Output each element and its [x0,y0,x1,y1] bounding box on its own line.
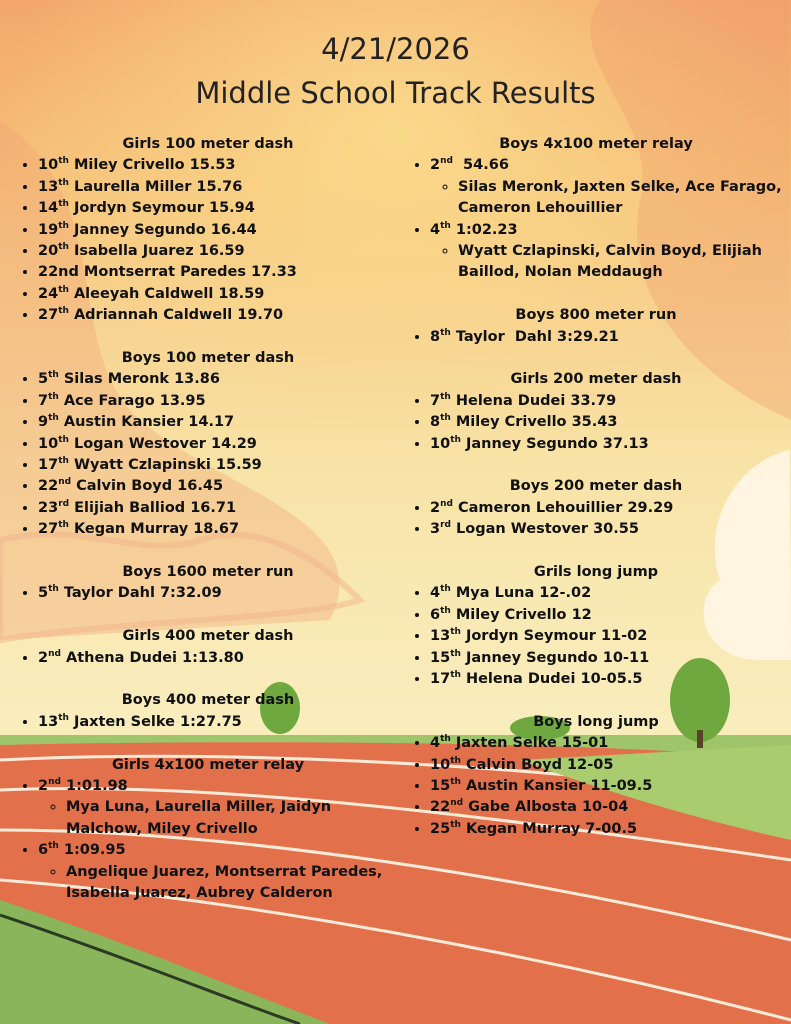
place: 10 [38,435,59,452]
event-section-boys-800-meter-run [410,305,782,348]
place: 5 [38,585,49,602]
result-text: Silas Meronk 13.86 [58,371,220,388]
result-item [38,455,398,476]
result-text: 1:09.95 [58,842,126,859]
result-item [38,391,398,412]
result-text: Calvin Boyd 12-05 [460,756,614,773]
result-text: Miley Crivello 15.53 [68,157,236,174]
result-item [430,498,782,519]
event-heading: Boys 1600 meter run [122,564,294,581]
relay-members-list [430,177,782,220]
result-text: Elijiah Balliod 16.71 [69,499,237,516]
place-suffix: th [58,156,69,167]
result-item [38,198,398,219]
place-suffix: th [48,370,59,381]
event-heading: Grils long jump [533,564,659,580]
place: 19 [38,221,59,238]
place: 22 [38,478,59,495]
relay-members-list [38,862,398,905]
event-section-girls-400-meter-dash [18,626,398,669]
event-heading: Boys 200 meter dash [509,478,683,495]
section-spacer [18,541,398,562]
result-text: Gabe Albosta 10-04 [463,799,629,816]
place-suffix: nd [48,648,61,659]
result-item [430,605,782,626]
place: 8 [430,328,441,345]
event-heading: Girls 4x100 meter relay [111,756,305,773]
section-spacer [410,541,782,562]
result-item [38,262,398,283]
result-item [38,583,398,604]
result-item [430,776,782,797]
result-text: Adriannah Caldwell 19.70 [68,307,284,324]
place-suffix: th [48,584,59,595]
section-spacer [18,605,398,626]
place: 9 [38,414,49,431]
place: 15 [430,778,451,795]
place-suffix: rd [440,520,451,531]
result-item [430,626,782,647]
place-suffix: th [440,413,451,424]
place: 6 [38,842,49,859]
place: 2 [38,778,49,795]
results-list [410,155,782,283]
event-heading: Boys 800 meter run [515,307,677,324]
event-section-boys-4x100-meter-relay [410,134,782,284]
section-spacer [410,455,782,476]
event-heading: Boys long jump [533,713,659,730]
place: 13 [430,628,451,645]
place-suffix: th [58,712,69,723]
place: 10 [430,435,451,452]
event-heading: Girls 200 meter dash [510,371,682,388]
result-text: Austin Kansier 14.17 [58,414,235,431]
place-suffix: th [440,327,451,338]
result-text: Helena Dudei 10-05.5 [460,671,643,688]
event-section-boys-long-jump [410,712,782,840]
event-section-boys-1600-meter-run [18,562,398,605]
result-item [38,284,398,305]
section-spacer [410,348,782,369]
page-title: Middle School Track Results [195,76,596,110]
place-suffix: th [450,819,461,830]
relay-members: ◦ Wyatt Czlapinski, Calvin Boyd, Elijiah Baillod, Nolan Meddaugh [458,241,782,284]
event-heading: Boys 100 meter dash [121,350,295,367]
result-text: Helena Dudei 33.79 [450,392,617,409]
result-item [38,840,398,904]
results-list [18,369,398,540]
event-heading: Boys 4x100 meter relay [499,136,693,152]
place-suffix: th [440,220,451,231]
place: 24 [38,285,59,302]
place-suffix: th [58,456,69,467]
results-list [410,583,782,690]
result-item [38,241,398,262]
event-heading: Girls 100 meter dash [122,136,294,152]
result-item [38,220,398,241]
relay-members: ◦ Angelique Juarez, Montserrat Paredes, Isabella Juarez, Aubrey Calderon [66,862,398,905]
place: 13 [38,178,59,195]
result-text: Isabella Juarez 16.59 [68,243,245,260]
relay-members-list [430,241,782,284]
place: 17 [430,671,451,688]
place: 27 [38,307,59,324]
place: 4 [430,585,441,602]
result-text: Aleeyah Caldwell 18.59 [68,285,265,302]
place: 22 [430,799,451,816]
result-item [38,434,398,455]
result-text: Logan Westover 30.55 [450,521,639,538]
place-suffix: nd [450,798,464,809]
section-spacer [18,733,398,754]
place: 2 [38,649,49,666]
result-item [430,391,782,412]
event-heading: Girls 400 meter dash [122,628,294,645]
relay-members-list [38,797,398,840]
place-suffix: th [48,413,59,424]
result-item [430,733,782,754]
result-text: Jaxten Selke 15-01 [450,735,609,752]
place: 15 [430,649,451,666]
place-suffix: th [58,242,69,253]
place-suffix: th [58,284,69,295]
result-item [430,220,782,284]
place: 27 [38,521,59,538]
result-text: Janney Segundo 10-11 [460,649,650,666]
event-section-girls-4x100-meter-relay [18,755,398,905]
place-suffix: th [58,199,69,210]
result-text: Kegan Murray 18.67 [68,521,240,538]
result-text: Wyatt Czlapinski 15.59 [68,457,262,474]
result-text: Calvin Boyd 16.45 [71,478,224,495]
result-text: 1:01.98 [60,778,128,795]
result-text: Ace Farago 13.95 [58,392,206,409]
relay-members: ◦ Mya Luna, Laurella Miller, Jaidyn Malchow, Miley Crivello [66,797,398,840]
result-item [430,755,782,776]
result-item [38,305,398,326]
place-suffix: nd [440,498,453,509]
result-text: 54.66 [452,157,509,174]
place: 3 [430,521,441,538]
result-item [430,583,782,604]
section-spacer [18,327,398,348]
results-list [410,391,782,455]
place-suffix: th [450,755,461,766]
result-text: Taylor Dahl 3:29.21 [450,328,619,345]
place: 20 [38,243,59,260]
place-suffix: th [450,777,461,788]
date-title: 4/21/2026 [321,32,470,66]
place: 17 [38,457,59,474]
section-spacer [410,690,782,711]
result-item [430,797,782,818]
result-text: 1:02.23 [450,221,518,238]
place-suffix: th [450,434,461,445]
place: 7 [430,392,441,409]
place: 6 [430,606,441,623]
result-text: Taylor Dahl 7:32.09 [58,585,222,602]
place: 4 [430,735,441,752]
place-suffix: th [440,391,451,402]
result-text: Jordyn Seymour 15.94 [68,200,255,217]
place-suffix: nd [48,777,61,788]
result-item [430,434,782,455]
result-item [430,819,782,840]
place-suffix: th [440,605,451,616]
result-text: Kegan Murray 7-00.5 [460,820,638,837]
event-section-boys-400-meter-dash [18,690,398,733]
result-text: Austin Kansier 11-09.5 [460,778,653,795]
place-suffix: th [440,584,451,595]
left-results-column [18,134,398,904]
result-text: Jordyn Seymour 11-02 [460,628,648,645]
results-list [410,498,782,541]
result-item [430,412,782,433]
place-suffix: th [58,520,69,531]
place: 7 [38,392,49,409]
section-spacer [18,669,398,690]
place: 2 [430,499,441,516]
event-section-grils-long-jump [410,562,782,690]
place: 14 [38,200,59,217]
result-item [38,712,398,733]
result-text: Logan Westover 14.29 [68,435,257,452]
place: 25 [430,820,451,837]
result-item [430,669,782,690]
result-item [430,648,782,669]
result-item [38,648,398,669]
place-suffix: th [450,648,461,659]
place-suffix: th [450,627,461,638]
result-item [430,327,782,348]
result-item [430,155,782,219]
place-suffix: th [58,177,69,188]
place-suffix: th [58,434,69,445]
section-spacer [410,284,782,305]
result-text: Janney Segundo 37.13 [460,435,649,452]
place: 10 [430,756,451,773]
result-text: Laurella Miller 15.76 [68,178,243,195]
result-text: Cameron Lehouillier 29.29 [452,499,674,516]
place-suffix: th [440,734,451,745]
results-list [18,155,398,326]
results-list [18,583,398,604]
results-list [18,648,398,669]
result-item [38,476,398,497]
relay-members: ◦ Silas Meronk, Jaxten Selke, Ace Farago, Cameron Lehouillier [458,177,782,220]
result-item [38,498,398,519]
result-item [38,412,398,433]
place: 8 [430,414,441,431]
place: 2 [430,157,441,174]
results-list [18,712,398,733]
place: 10 [38,157,59,174]
place: 5 [38,371,49,388]
result-text: Athena Dudei 1:13.80 [60,649,244,666]
result-item [38,369,398,390]
result-item [38,177,398,198]
place: 13 [38,713,59,730]
results-list [18,776,398,904]
right-results-column [410,134,782,840]
event-section-boys-200-meter-dash [410,476,782,540]
result-text: Jaxten Selke 1:27.75 [68,713,242,730]
result-text: Mya Luna 12-.02 [450,585,592,602]
place-suffix: th [58,306,69,317]
result-text: Miley Crivello 12 [450,606,592,623]
place-suffix: th [58,220,69,231]
place-suffix: nd [440,156,453,167]
place-suffix: th [48,391,59,402]
event-heading: Boys 400 meter dash [121,692,295,709]
event-section-girls-100-meter-dash [18,134,398,327]
place: 4 [430,221,441,238]
place: 23 [38,499,59,516]
result-item [38,776,398,840]
place-suffix: th [48,841,59,852]
result-text: Miley Crivello 35.43 [450,414,618,431]
place-suffix: nd [58,477,72,488]
results-list [410,733,782,840]
place: 22nd Montserrat Paredes 17.33 [38,264,297,281]
event-section-girls-200-meter-dash [410,369,782,455]
event-section-boys-100-meter-dash [18,348,398,541]
result-item [430,519,782,540]
place-suffix: rd [58,498,70,509]
result-text: Janney Segundo 16.44 [68,221,257,238]
result-item [38,155,398,176]
result-item [38,519,398,540]
results-list [410,327,782,348]
place-suffix: th [450,670,461,681]
